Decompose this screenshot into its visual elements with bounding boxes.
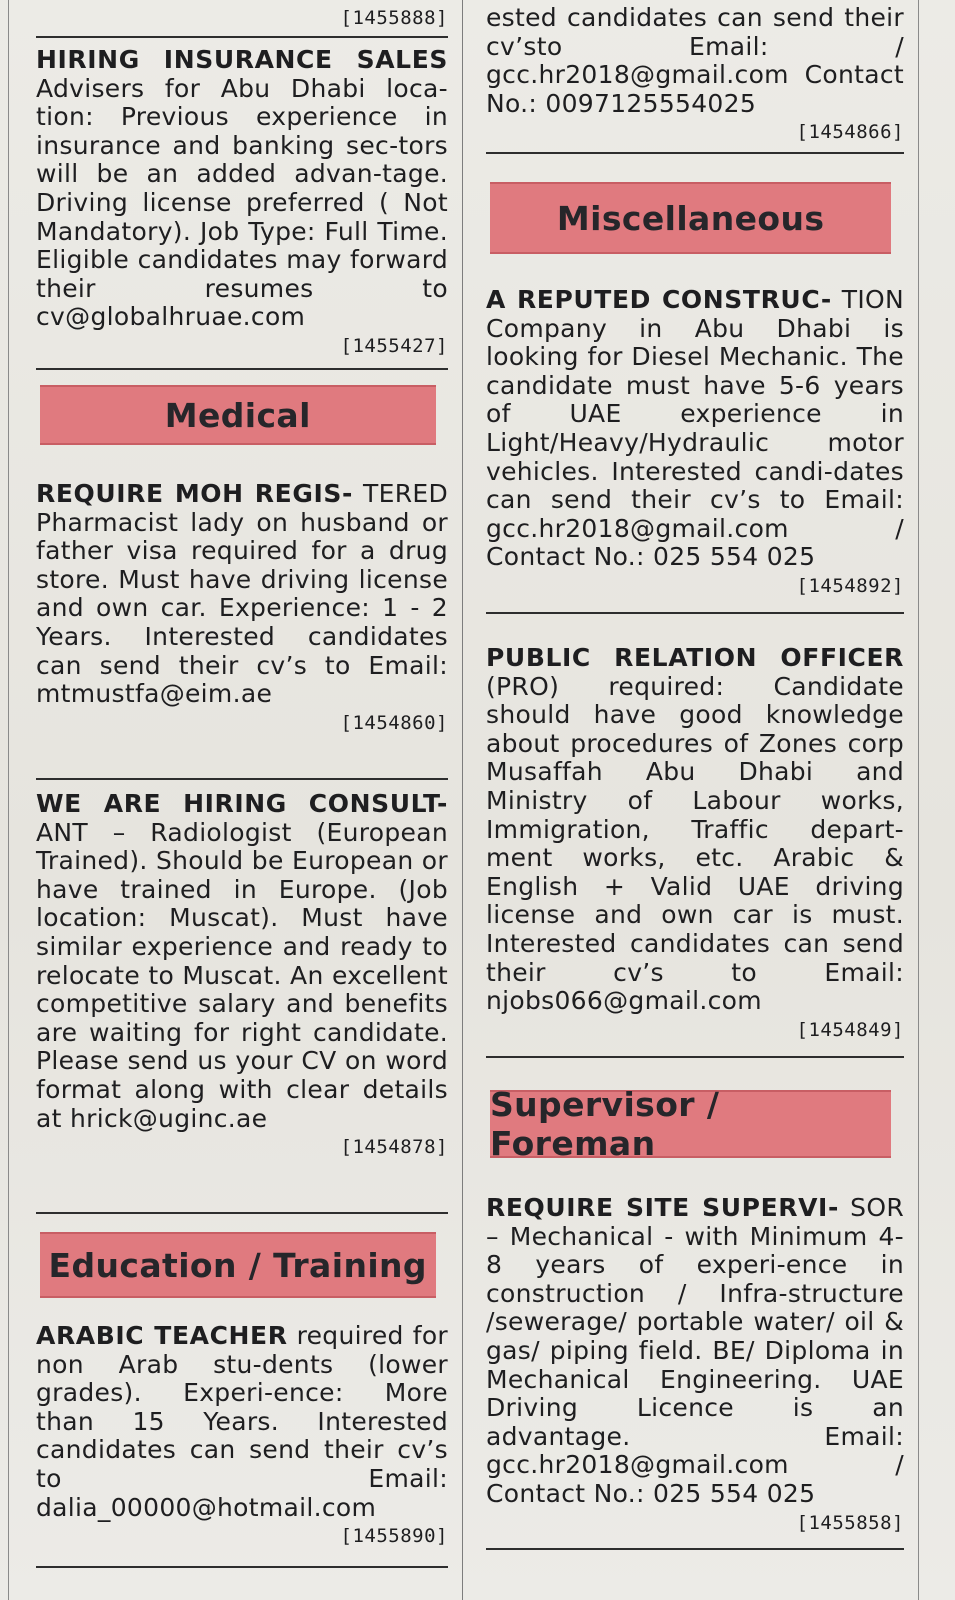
ad-radiologist-consultant bbox=[36, 790, 448, 1159]
ad-separator-rule bbox=[36, 778, 448, 780]
ad-body: TERED Pharmacist lady on husband or father visa required for a drug store. Must have driving license and own car. Experience: 1 - 2 Years. Interested candidates can send their cv’s to Email: mtmustfa@eim.ae bbox=[36, 479, 449, 709]
ad-separator-rule bbox=[36, 1566, 448, 1568]
page-edge-rule-left bbox=[8, 0, 9, 1600]
ad-site-supervisor bbox=[486, 1194, 904, 1535]
ad-headline: REQUIRE SITE SUPERVI- bbox=[486, 1193, 839, 1222]
ad-body: ANT – Radiologist (European Trained). Should be European or have trained in Europe. (Job location: Muscat). Must have similar experience and ready to relocate to Muscat. An excellent competitive salary and benefits are waiting for right candidate. Please send us your CV on word format along with clear details at hrick@uginc.ae bbox=[36, 817, 448, 1133]
ad-insurance-sales bbox=[36, 46, 448, 358]
ad-reference-number: [1454849] bbox=[796, 1018, 904, 1041]
ad-body-text bbox=[36, 480, 448, 709]
section-banner-education-training: Education / Training bbox=[40, 1232, 436, 1298]
ad-arabic-teacher bbox=[36, 1322, 448, 1548]
ad-body-text bbox=[486, 286, 904, 572]
ad-reference-number: [1455427] bbox=[340, 334, 448, 357]
section-banner-medical: Medical bbox=[40, 385, 436, 445]
ad-separator-rule bbox=[486, 1056, 904, 1058]
ad-body: Advisers for Abu Dhabi loca-tion: Previous experience in insurance and banking sec-tors will be an added advan-tage. Driving license preferred ( Not Mandatory). Job Type: Full Time. Eligible candidates may forward their resumes to cv@globalhruae.com bbox=[36, 73, 448, 332]
ad-body-text bbox=[486, 1194, 904, 1509]
ad-fragment-top-right bbox=[486, 4, 904, 144]
ad-diesel-mechanic bbox=[486, 286, 904, 598]
ad-reference-number: [1454866] bbox=[796, 121, 904, 144]
ad-reference-number: [1455890] bbox=[340, 1525, 448, 1548]
ad-reference-number: [1455888] bbox=[340, 7, 448, 29]
ad-body-text bbox=[36, 46, 448, 332]
ad-reference-number: [1454892] bbox=[796, 574, 904, 597]
ad-body-text bbox=[486, 644, 904, 1016]
ad-separator-rule bbox=[36, 36, 448, 38]
ad-body: ested candidates can send their cv’sto Email: / gcc.hr2018@gmail.com Contact No.: 0097125554025 bbox=[486, 3, 904, 118]
ad-body-text bbox=[36, 790, 448, 1133]
ad-headline: A REPUTED CONSTRUC- bbox=[486, 285, 832, 314]
ad-headline: HIRING INSURANCE SALES bbox=[36, 45, 448, 74]
ad-reference-number: [1455858] bbox=[796, 1511, 904, 1534]
ad-headline: REQUIRE MOH REGIS- bbox=[36, 479, 353, 508]
ad-body: (PRO) required: Candidate should have good knowledge about procedures of Zones corp Musaffah Abu Dhabi and Ministry of Labour works, Immigration, Traffic depart-ment works, etc. Arabic & English + Valid UAE driving license and own car is must. Interested candidates can send their cv’s to Email: njobs066@gmail.com bbox=[486, 671, 904, 1016]
ad-separator-rule bbox=[486, 152, 904, 154]
ad-moh-pharmacist bbox=[36, 480, 448, 735]
ad-reference-number: [1454860] bbox=[340, 711, 448, 734]
section-banner-miscellaneous: Miscellaneous bbox=[490, 182, 891, 254]
ad-fragment-top-left bbox=[36, 4, 448, 30]
ad-body: SOR – Mechanical - with Minimum 4-8 years of experi-ence in construction / Infra-structure /sewerage/ portable water/ oil & gas/ piping field. BE/ Diploma in Mechanical Engineering. UAE Driving Licence is an advantage. Email: gcc.hr2018@gmail.com / Contact No.: 025 554 025 bbox=[486, 1193, 904, 1508]
ad-headline: PUBLIC RELATION OFFICER bbox=[486, 643, 904, 672]
ad-body: required for non Arab stu-dents (lower grades). Experi-ence: More than 15 Years. Interested candidates can send their cv’s to Email: dalia_00000@hotmail.com bbox=[36, 1321, 448, 1522]
page-edge-rule-right bbox=[918, 0, 919, 1600]
column-divider bbox=[462, 0, 463, 1600]
ad-body-text bbox=[36, 1322, 448, 1522]
ad-separator-rule bbox=[36, 368, 448, 370]
ad-separator-rule bbox=[486, 612, 904, 614]
ad-body-text bbox=[486, 4, 904, 118]
section-banner-supervisor-foreman: Supervisor / Foreman bbox=[490, 1090, 891, 1158]
ad-headline: ARABIC TEACHER bbox=[36, 1321, 288, 1350]
ad-body: TION Company in Abu Dhabi is looking for Diesel Mechanic. The candidate must have 5-6 years of UAE experience in Light/Heavy/Hydraulic motor vehicles. Interested candi-dates can send their cv’s to Email: gcc.hr2018@gmail.com / Contact No.: 025 554 025 bbox=[486, 285, 905, 572]
ad-headline: WE ARE HIRING CONSULT- bbox=[36, 789, 448, 818]
ad-public-relation-officer bbox=[486, 644, 904, 1042]
ad-separator-rule bbox=[36, 1212, 448, 1214]
ad-reference-number: [1454878] bbox=[340, 1136, 448, 1159]
ad-separator-rule bbox=[486, 1548, 904, 1550]
